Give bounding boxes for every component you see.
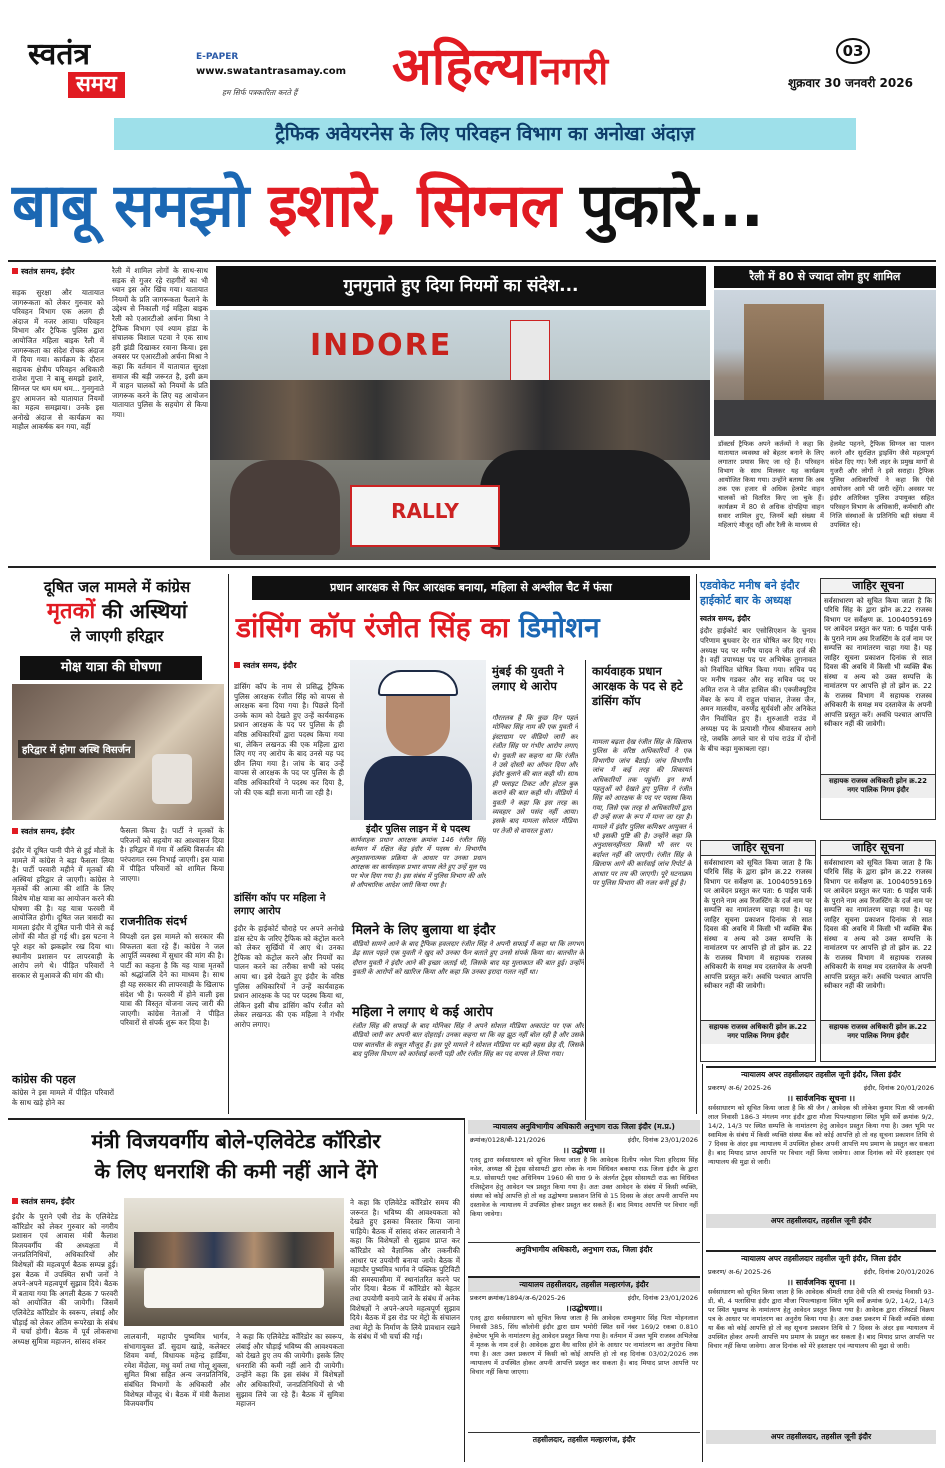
rally-banner-text: RALLY xyxy=(391,499,459,523)
legal1-ref: क्रमांक/0128/बी-121/2026 xyxy=(470,1136,546,1144)
notice-body: सर्वसाधारण को सूचित किया जाता है कि परिधि सिंह के द्वारा झोन क्र.22 राजस्व विभाग पर सर्वेक्षण क्र. 1004059169 पर आवेदन प्रस्तुत कर पता: 6 पाईस पार्क के पुराने नाम अव रिजस्टिंग के दर्ज नाम पर सम्पत्ति का नामांतरण चाहा गया है। यह जाहिर सूचना प्रकाशन दिनांक से सात दिवस की अवधि में किसी भी व्यक्ति बैंक संस्था व अन्य को उक्त सम्पत्ति के नामांतरण पर आपत्ति हो तो झोन क्र. 22 के राजस्व विभाग में सहायक राजस्व अधिकारी के समक्ष मय दस्तावेज के अपनी आपत्ति प्रस्तुत करें। अवधि पश्चात आपत्ति स्वीकार नहीं की जावेगी। xyxy=(824,858,932,990)
legal4-ref: प्रकरण/ अ-6/ 2025-26 xyxy=(708,1268,772,1276)
divider xyxy=(8,260,936,262)
congress-bar: मोक्ष यात्रा की घोषणा xyxy=(20,656,202,680)
motorbike-shape xyxy=(480,450,690,550)
legal4-date: इंदौर, दिनांक 20/01/2026 xyxy=(863,1268,934,1276)
advocate-text: इंदौर हाईकोर्ट बार एसोसिएशन के चुनाव परिणाम बुधवार देर रात घोषित कर दिए गए। अध्यक्ष पद पर मनीष यादव ने जीत दर्ज की है। वहीं उपाध्यक्ष पद पर अभिषेक तुगनावत को निर्वाचित घोषित किया गया। सचिव पद पर मनीष गडकर और सह सचिव पद पर अमित राज ने जीत हासिल की। एक्जीक्यूटिव मेंबर के रूप में राहुल पांचाल, तेजस जैन, अमन मालवीय, वरुणेंद्र सूर्यवंशी और अनिकेत जैन निर्वाचित हुए हैं। शुरुआती राउंड में अध्यक्ष पद के प्रत्याशी गौरव श्रीवास्तव आगे रहे, जबकि अगले चार से पांच राउंड में दोनों के बीच कड़ा मुकाबला रहा। xyxy=(700,626,816,753)
urn-shape xyxy=(152,754,192,804)
lead-dateline: स्वतंत्र समय, इंदौर xyxy=(12,266,75,277)
congress-headline-2: मृतकों xyxy=(46,599,96,624)
meeting-table-shape xyxy=(144,1268,324,1308)
notice-3 xyxy=(820,840,936,1062)
corridor-col3: ने कहा कि एलिवेटेड कॉरिडोर समय की जरूरत है। भविष्य की आवश्यकता को देखते हुए इसका विस्तार किया जाना चाहिये। बैठक में सांसद शंकर लालवानी ने कहा कि विशेषज्ञों से सुझाव प्राप्त कर कॉरिडोर को वैज्ञानिक और तकनीकी आधार पर उपयोगी बनाया जाये। बैठक में महापौर पुष्यमित्र भार्गव ने पब्लिक पुटिविटी की समस्यासीमा में स्थानांतरित करने पर जोर दिया। बैठक में कॉरिडोर को बेहतर तथा उपयोगी बनाये जाने के संबंध में अनेक विशेषज्ञों ने अपने-अपने महत्वपूर्ण सुझाव दिये। बैठक में इस रोड पर मेट्रो के संचालन तथा मेट्रो के निर्माण के लिये प्रावधान रखने के संबंध में भी चर्चा की गई। xyxy=(350,1198,460,1342)
cop-photo-caption: इंदौर पुलिस लाइन में थे पदस्थ xyxy=(366,824,470,835)
divider xyxy=(702,1064,703,1462)
corridor-col-mid1: लालवानी, महापौर पुष्यमित्र भार्गव, संभागायुक्त डॉ. सुदाम खाड़े, कलेक्टर शिवम वर्मा, विधायक महेन्द्र हार्डिया, रमेश मेंदोला, मधु वर्मा तथा गोलू शुक्ला, सुमित मिश्रा सहित अन्य जनप्रतिनिधि, संबंधित विभागों के अधिकारी और विशेषज्ञ मौजूद थे। बैठक में मंत्री कैलाश विजयवर्गीय xyxy=(124,1332,230,1409)
congress-headline-3: की अस्थियां xyxy=(95,599,188,623)
congress-photo xyxy=(12,684,224,820)
congress-sub1: कांग्रेस की पहल xyxy=(12,1073,76,1086)
cop-headline-2: डिमोशन xyxy=(518,611,600,644)
divider xyxy=(8,1118,464,1120)
congress-col1b: कांग्रेस ने इस मामले में पीड़ित परिवारों के साथ खड़े होने का xyxy=(12,1088,114,1107)
cop-dateline: स्वतंत्र समय, इंदौर xyxy=(234,660,297,671)
legal1-head: न्यायालय अनुविभागीय अधिकारी अनुभाग राऊ जिला इंदौर (म.प्र.) xyxy=(468,1120,700,1134)
lead-headline-3: पुकारे... xyxy=(560,171,763,241)
corridor-col-mid2: ने कहा कि एलिवेटेड कॉरिडोर का स्वरूप, लंबाई और चौड़ाई भविष्य की आवश्यकता को देखते हुए तय की जायेगी। इसके लिए धनराशि की कमी नहीं आने दी जायेगी। उन्होंने कहा कि इस संबंध में विशेषज्ञों और अधिकारियों, जनप्रतिनिधियों से भी सुझाव लिये जा रहे हैं। बैठक में सुमित्रा महाजन xyxy=(236,1332,344,1409)
invite-text: वीडियो सामने आने के बाद ट्रैफिक हवलदार रंजीत सिंह ने अपनी सफाई में कहा था कि लगभग डेढ़ साल पहले एक युवती ने खुद को उनका फैन बताते हुए उनसे संपर्क किया था। बातचीत के दौरान युवती ने इंदौर आने की इच्छा जताई थी, जिसके बाद यह मुलाकात की बात हुई। उन्होंने युवती के आरोपों को खारिज किया और कहा कि उनका इरादा गलत नहीं था। xyxy=(352,940,584,977)
lead-photo-caption: गुनगुनाते हुए दिया नियमों का संदेश... xyxy=(216,266,706,306)
advocate-headline-1: एडवोकेट मनीष बने इंदौर xyxy=(700,579,800,592)
legal2-sub: ।।उद्घोषणा।। xyxy=(565,1304,603,1313)
legal2-date: इंदौर, दिनांक 23/01/2026 xyxy=(627,1294,698,1302)
congress-col1: इंदौर में दूषित पानी पीने से हुई मौतों के मामले में कांग्रेस ने बड़ा फैसला लिया है। पार्टी परवारी महीने में मृतकों की अस्थियां हरिद्वार ले जाएगी। कांग्रेस ने मृतकों की आत्मा की शांति के लिए विशेष मोक्ष यात्रा का आयोजन करने की घोषणा की है। यह यात्रा फरवरी में आयोजित होगी। दूषित जल त्रासदी का मामला इंदौर में दूषित पानी पीने से कई लोगों की मौत हो गई थी। इस घटना ने पूरे शहर को झकझोर रख दिया था। स्थानीय प्रशासन पर लापरवाही के आरोप लगे थे। पीड़ित परिवारों ने सरकार से मुआवजे की मांग की थी। xyxy=(12,846,114,980)
notice-2 xyxy=(700,840,816,1062)
lead-headline xyxy=(12,154,934,258)
bikes-shape xyxy=(714,400,936,436)
congress-col2: फैसला किया है। पार्टी ने मृतकों के परिजनों को सहयोग का आश्वासन दिया है। हरिद्वार में गंगा में अस्थि विसर्जन की परंपरागत रस्म निभाई जाएगी। इस यात्रा में पीड़ित परिवारों को शामिल किया जाएगा। xyxy=(120,826,224,883)
attendees-shape xyxy=(134,1232,334,1268)
corridor-headline xyxy=(10,1126,462,1186)
notice-body: सर्वसाधारण को सूचित किया जाता है कि परिधि सिंह के द्वारा झोन क्र.22 राजस्व विभाग पर सर्वेक्षण क्र. 1004059169 पर आवेदन प्रस्तुत कर पता: 6 पाईस पार्क के पुराने नाम अव रिजस्टिंग के दर्ज नाम पर सम्पत्ति का नामांतरण चाहा गया है। यह जाहिर सूचना प्रकाशन दिनांक से सात दिवस की अवधि में किसी भी व्यक्ति बैंक संस्था व अन्य को उक्त सम्पत्ति के नामांतरण पर आपत्ति हो तो झोन क्र. 22 के राजस्व विभाग में सहायक राजस्व अधिकारी के समक्ष मय दस्तावेज के अपनी आपत्ति प्रस्तुत करें। अवधि पश्चात आपत्ति स्वीकार नहीं की जावेगी। xyxy=(704,858,812,990)
mumbai-head: मुंबई की युवती ने लगाए थे आरोप xyxy=(492,664,564,693)
notice-footer: सहायक राजस्व अधिकारी झोन क्र.22 नगर पालिक निगम इंदौर xyxy=(821,1020,935,1044)
cop-col1b: इंदौर के हाईकोर्ट चौराहे पर अपने अनोखे डांस स्टेप के जरिए ट्रैफिक को कंट्रोल करने को लेकर सुर्खियों में आए थे। उनका ट्रैफिक को कंट्रोल करने और नियमों का पालन करने का तरीका सभी को पसंद आया था। इसे देखते हुए इंदौर के वरिष्ठ पुलिस अधिकारियों ने उन्हें कार्यवाहक प्रधान आरक्षक के पद पर पदस्थ किया था, लेकिन इसी बीच डांसिंग कॉप रंजीत को लेकर लखनऊ की एक महिला ने गंभीर आरोप लगाए। xyxy=(234,924,344,1029)
lead-kicker: ट्रैफिक अवेयरनेस के लिए परिवहन विभाग का अनोखा अंदाज़ xyxy=(114,118,856,150)
congress-headline-1: दूषित जल मामले में कांग्रेस xyxy=(43,578,191,596)
side-col1: डॉक्टर्स ट्रैफिक अपने कर्तव्यों ने कहा कि यातायात व्यवस्था को बेहतर बनाने के लिए लगातार प्रयास किए जा रहे हैं। परिवहन विभाग के साथ मिलकर यह कार्यक्रम आयोजित किया गया। उन्होंने बताया कि अब तक एक हजार से अधिक हेलमेट वाहन चालकों को वितरित किए जा चुके हैं। कार्यक्रम में 80 से अधिक दोपहिया वाहन सवार शामिल हुए, जिनमें बड़ी संख्या में महिलाएं मौजूद रहीं और रैली के माध्यम से xyxy=(718,440,824,529)
legal4-sub: ।। सार्वजनिक सूचना ।। xyxy=(786,1278,855,1287)
corridor-headline-2: के लिए धनराशि की कमी नहीं आने देंगे xyxy=(94,1159,378,1183)
legal1-body: एतद् द्वारा सर्वसाधारण को सूचित किया जाता है कि आवेदक दिलीप नवेल पिता हरिदास सिंह नवेल, अध्यक्ष श्री ट्रेड्स सोसायटी द्वारा लोक के नाम विधिवत बकाया राऊ जिला इंदौर के द्वारा म.प्र. सोसायटी एक्ट अधिनियम 1960 की धारा 9 के अंतर्गत ट्रेड्स सोसायटी राऊ का विधिवत रजिस्ट्रेशन हेतु आवेदन पत्र प्रस्तुत किया गया है। अतः उक्त आवेदन के संबंध में किसी व्यक्ति, संस्था को कोई आपत्ति हो तो वह उद्घोषणा प्रकाशन तिथि से 15 दिवस के अंदर अपनी आपत्ति मय दस्तावेज के न्यायालय में उपस्थित होकर प्रस्तुत कर सकते हैं। बाद मियाद आपत्ति पर विचार नहीं किया जावेगा। xyxy=(470,1156,698,1218)
cop-sub1: डांसिंग कॉप पर महिला ने लगाए आरोप xyxy=(234,893,326,917)
legal3-ref: प्रकरण/ अ-6/ 2025-26 xyxy=(708,1084,772,1092)
wheelchair-shape xyxy=(230,460,340,555)
side-col2: हेलमेट पहनने, ट्रैफिक सिग्नल का पालन करने और सुरक्षित ड्राइविंग जैसे महत्वपूर्ण संदेश दिए गए। रैली शहर के प्रमुख मार्गों से गुजरी और लोगों ने इसे सराहा। ट्रैफिक पुलिस अधिकारियों ने कहा कि ऐसे आयोजन आगे भी जारी रहेंगे। अवसर पर इंदौर अतिरिक्त पुलिस उपायुक्त सहित परिवहन विभाग के अधिकारी, कर्मचारी और निजि संस्थाओं के प्रतिनिधि बड़ी संख्या में उपस्थित रहे। xyxy=(830,440,934,529)
cop-col1: डांसिंग कॉप के नाम से प्रसिद्ध ट्रैफिक पुलिस आरक्षक रंजीत सिंह को वापस से आरक्षक बना दिया गया है। पिछले दिनों उनके काम को देखते हुए उन्हें कार्यवाहक प्रधान आरक्षक के पद पर पुलिस के ही वरिष्ठ अधिकारियों द्वारा पदस्थ किया गया था, लेकिन लखनऊ की एक महिला द्वारा लिए गए नए आरोप के बाद उनसे यह पद छीन लिया गया है। जांच के बाद उन्हें वापस से आरक्षक के पद पर पुलिस के ही वरिष्ठ अधिकारियों ने पदस्थ कर दिया है, जो की एक बड़ी सजा मानी जा रही है। xyxy=(234,682,344,797)
lead-headline-1: बाबू समझो xyxy=(12,171,269,241)
notice-1 xyxy=(820,578,936,820)
palace-shape xyxy=(744,304,824,404)
divider xyxy=(228,574,229,1114)
notice-body: सर्वसाधारण को सूचित किया जाता है कि परिधि सिंह के द्वारा झोन क्र.22 राजस्व विभाग पर सर्वेक्षण क्र. 1004059169 पर आवेदन प्रस्तुत कर पता: 6 पाईस पार्क के पुराने नाम अव रिजस्टिंग के दर्ज नाम पर सम्पत्ति का नामांतरण चाहा गया है। यह जाहिर सूचना प्रकाशन दिनांक से सात दिवस की अवधि में किसी भी व्यक्ति बैंक संस्था व अन्य को उक्त सम्पत्ति के नामांतरण पर आपत्ति हो तो झोन क्र. 22 के राजस्व विभाग में सहायक राजस्व अधिकारी के समक्ष मय दस्तावेज के अपनी आपत्ति प्रस्तुत करें। अवधि पश्चात आपत्ति स्वीकार नहीं की जावेगी। xyxy=(824,596,932,728)
cop-headline-1: डांसिंग कॉप रंजीत सिंह का xyxy=(236,611,519,644)
invite-head: मिलने के लिए बुलाया था इंदौर xyxy=(352,923,496,938)
divider xyxy=(464,1118,465,1462)
brand-top: स्वतंत्र xyxy=(28,37,91,72)
crowd-shape xyxy=(210,380,710,460)
legal2-head: न्यायालय तहसीलदार, तहसील मल्हारगंज, इंदौर xyxy=(468,1278,700,1292)
divider xyxy=(696,574,697,1114)
cop-cap-shape xyxy=(378,670,458,696)
legal3-date: इंदौर, दिनांक 20/01/2026 xyxy=(863,1084,934,1092)
lead-col1: सड़क सुरक्षा और यातायात जागरूकता को लेकर गुरुवार को परिवहन विभाग एक अलग ही अंदाज में नजर आया। परिवहन विभाग और ट्रैफिक पुलिस द्वारा आयोजित महिला बाइक रैली में जागरूकता का संदेश रोचक अंदाज में दिया गया। कार्यक्रम के दौरान सहायक क्षेत्रीय परिवहन अधिकारी राजेश गुप्ता ने बाबू समझो इशारे, सिग्नल पर थम थम थम... गुनगुनाते हुए आमजन को यातायात नियमों का महत्व समझाया। उनके इस अनोखे अंदाज से कार्यक्रम का माहौल आकर्षक बन गया, वहीं xyxy=(12,288,104,432)
corridor-col1: इंदौर के पुराने एबी रोड के एलिवेटेड कॉरिडोर को लेकर गुरुवार को नगरीय प्रशासन एवं आवास मंत्री कैलाश विजयवर्गीय की अध्यक्षता में जनप्रतिनिधियों, अधिकारियों और विशेषज्ञों की महत्वपूर्ण बैठक सम्पन्न हुई। इस बैठक में उपस्थित सभी जनों ने अपने-अपने महत्वपूर्ण सुझाव दिये। बैठक में बताया गया कि अगली बैठक 7 फरवरी को आयोजित की जायेगी। जिसमें एलिवेटेड कॉरिडोर के स्वरूप, लंबाई और चौड़ाई को लेकर अंतिम रूपरेखा के संबंध में चर्चा होगी। बैठक में पूर्व लोकसभा अध्यक्ष सुमित्रा महाजन, सांसद शंकर xyxy=(12,1212,118,1346)
legal2-footer: तहसीलदार, तहसील मल्हारगंज, इंदौर xyxy=(468,1432,700,1447)
legal3-body: सर्वसाधारण को सूचित किया जाता है कि श्री जैन / आवेदक श्री लोकेश कुमार पिता श्री जानकी लाल निवासी 186-3 मंगलम नगर इंदौर द्वारा मौजा पिपल्याहाना स्थित भूमि सर्वे क्रमांक 9/2, 14/2, 14/3 पर स्थित सम्पत्ति के नामांतरण हेतु आवेदन प्रस्तुत किया गया है। उक्त भूमि पर स्वामित्व के संबंध में किसी व्यक्ति संस्था बैंक को कोई आपत्ति हो तो वह सूचना प्रकाशन तिथि से 7 दिवस के अंदर इस न्यायालय में उपस्थित होकर अपनी आपत्ति मय प्रमाण के प्रस्तुत कर सकता है। बाद मियाद प्राप्त आपत्ति पर विचार नहीं किया जावेगा। आज दिनांक को मेरे हस्ताक्षर एवं न्यायालय की मुद्रा से जारी। xyxy=(708,1104,934,1166)
page-number: 03 xyxy=(836,38,870,64)
edition-title-2: नगरी xyxy=(540,48,609,93)
advocate-headline xyxy=(700,578,816,608)
lead-headline-2: इशारे, सिग्नल xyxy=(268,171,561,241)
karya-head: कार्यवाहक प्रधान आरक्षक के पद से हटे डांसिंग कॉप xyxy=(592,664,683,708)
brand-bottom: समय xyxy=(68,72,125,98)
advocate-headline-2: हाईकोर्ट बार के अध्यक्ष xyxy=(700,594,792,607)
legal-notice-2 xyxy=(468,1276,700,1462)
legal-notice-4 xyxy=(706,1250,936,1462)
congress-photo-label: हरिद्वार में होगा अस्थि विसर्जन xyxy=(18,740,135,758)
divider xyxy=(8,566,936,568)
issue-date: शुक्रवार 30 जनवरी 2026 xyxy=(788,76,913,90)
legal3-footer: अपर तहसीलदार, तहसील जूनी इंदौर xyxy=(706,1214,936,1228)
corridor-headline-1: मंत्री विजयवर्गीय बोले-एलिवेटेड कॉरिडोर xyxy=(91,1129,381,1153)
legal1-footer: अनुविभागीय अधिकारी, अनुभाग राऊ, जिला इंदौर xyxy=(468,1242,700,1257)
lead-photo xyxy=(210,310,710,560)
indore-sign: INDORE xyxy=(310,328,453,363)
edition-title xyxy=(392,34,772,106)
legal4-body: सर्वसाधारण को सूचित किया जाता है कि आवेदक श्रीमती राधा देवी पति श्री रामचंद्र निवासी 93-डी, बी, 4 पलासिया इंदौर द्वारा मौजा पिपल्याहाना स्थित भूमि सर्वे क्रमांक 9/2, 14/2, 14/3 पर स्थित भूखण्ड के नामांतरण हेतु आवेदन प्रस्तुत किया गया है। आवेदक द्वारा रजिस्टर्ड विक्रय पत्र के आधार पर नामांतरण का अनुरोध किया गया है। अतः उक्त प्रकरण में किसी व्यक्ति संस्था या बैंक को कोई आपत्ति हो तो वह सूचना प्रकाशन तिथि से 7 दिवस के अंदर इस न्यायालय में उपस्थित होकर अपनी आपत्ति मय प्रमाण के प्रस्तुत कर सकता है। बाद मियाद प्राप्त आपत्ति पर विचार नहीं किया जावेगा। आज दिनांक को मेरे हस्ताक्षर एवं न्यायालय की मुद्रा से जारी। xyxy=(708,1288,934,1350)
legal1-sub: ।। उद्घोषणा ।। xyxy=(562,1146,606,1155)
legal-notice-3 xyxy=(706,1066,936,1246)
legal2-body: एतद् द्वारा सर्वसाधारण को सूचित किया जाता है कि आवेदक रामकुमार सिंह पिता मोहनलाल निवासी 385, सिंध कॉलोनी इंदौर द्वारा ग्राम भमोरी स्थित सर्वे नंबर 169/2 रकबा 0.810 हेक्टेयर भूमि के नामांतरण हेतु आवेदन प्रस्तुत किया गया है। वर्तमान में उक्त भूमि राजस्व अभिलेख में मृतक के नाम दर्ज है। आवेदक द्वारा वैध वारिस होने के आधार पर नामांतरण का अनुरोध किया गया है। अतः उक्त प्रकरण में किसी को कोई आपत्ति हो तो वह दिनांक 03/02/2026 तक न्यायालय में उपस्थित होकर अपनी आपत्ति प्रस्तुत कर सकता है। बाद मियाद प्राप्त आपत्ति पर विचार नहीं किया जाएगा। xyxy=(470,1314,698,1376)
legal1-date: इंदौर, दिनांक 23/01/2026 xyxy=(627,1136,698,1144)
legal2-ref: प्रकरण क्रमांक/1894/अ-6/2025-26 xyxy=(470,1294,566,1302)
rally-banner xyxy=(350,485,500,547)
legal-notice-1 xyxy=(468,1120,700,1274)
slogan: हम सिर्फ पत्रकारिता करते हैं xyxy=(222,88,298,97)
legal3-top: न्यायालय अपर तहसीलदार तहसील जूनी इंदौर, जिला इंदौर xyxy=(741,1070,901,1079)
corridor-dateline: स्वतंत्र समय, इंदौर xyxy=(12,1196,75,1207)
congress-dateline: स्वतंत्र समय, इंदौर xyxy=(12,826,75,837)
legal4-footer: अपर तहसीलदार, तहसील जूनी इंदौर xyxy=(706,1430,936,1444)
cop-kicker: प्रधान आरक्षक से फिर आरक्षक बनाया, महिला से अश्लील चैट में फंसा xyxy=(252,576,690,600)
masthead xyxy=(0,0,945,112)
site-url[interactable]: www.swatantrasamay.com xyxy=(196,66,347,77)
notice-footer: सहायक राजस्व अधिकारी झोन क्र.22 नगर पालिक निगम इंदौर xyxy=(821,774,935,798)
cop-photo xyxy=(350,660,486,820)
legal4-top: न्यायालय अपर तहसीलदार तहसील जूनी इंदौर, जिला इंदौर xyxy=(741,1254,901,1263)
side-photo-caption: रैली में 80 से ज्यादा लोग हुए शामिल xyxy=(714,266,936,288)
notice-title: जाहिर सूचना xyxy=(701,841,815,856)
mumbai-text: गौरतलब है कि कुछ दिन पहले मोनिका सिंह नाम की एक युवती ने इंस्टाग्राम पर वीडियो जारी कर रंजीत सिंह पर गंभीर आरोप लगाए थे। युवती का कहना था कि रंजीत ने उसे दोस्ती का ऑफर दिया और इंदौर बुलाने की बात कही थी। साथ ही फ्लाइट टिकट और होटल बुक कराने की बात कही थी। वीडियो में युवती ने कहा कि इस तरह का व्यवहार उसे पसंद नहीं आया। इसके बाद मामला सोशल मीडिया पर तेजी से वायरल हुआ। xyxy=(492,714,578,835)
edition-title-1: अहिल्या xyxy=(392,36,541,97)
divider xyxy=(585,660,586,1120)
congress-headline xyxy=(10,576,224,647)
women-head: महिला ने लगाए थे कई आरोप xyxy=(352,1005,493,1020)
lead-col2: रैली में शामिल लोगों के साथ-साथ सड़क से गुजर रहे राहगीरों का भी ध्यान इस ओर खिंच गया। यातायात नियमों के प्रति जागरूकता फैलाने के उद्देश्य से निकाली गई महिला बाइक रैली को एआरटीओ अर्चना मिश्रा ने ट्रैफिक विभाग एवं श्याम हांडा के संचालक विशाल पटवा ने एक साथ हरी झंडी दिखाकर रवाना किया। इस अवसर पर एआरटीओ अर्चना मिश्रा ने कहा कि वर्तमान में यातायात सुरक्षा समाज की बड़ी जरूरत है, इसी क्रम में वाहन चालकों को नियमों के प्रति जागरूक करने के लिए यह आयोजन यातायात पुलिस के सहयोग से किया गया। xyxy=(112,266,208,419)
legal3-sub: ।। सार्वजनिक सूचना ।। xyxy=(786,1094,855,1103)
congress-sub2: राजनीतिक संदर्भ xyxy=(120,915,187,928)
congress-col2b: विपक्षी दल इस मामले को सरकार की विफलता बता रहे हैं। कांग्रेस ने जल आपूर्ति व्यवस्था में सुधार की मांग की है। पार्टी का कहना है कि यह यात्रा मृतकों को श्रद्धांजलि देने का माध्यम है। साथ ही यह सरकार की लापरवाही के खिलाफ संदेश भी है। फरवरी में होने वाली इस यात्रा की विस्तृत योजना जल्द जारी की जाएगी। कांग्रेस नेताओं ने पीड़ित परिवारों से संपर्क शुरू कर दिया है। xyxy=(120,932,224,1028)
notice-footer: सहायक राजस्व अधिकारी झोन क्र.22 नगर पालिक निगम इंदौर xyxy=(701,1020,815,1044)
epaper-label: E-PAPER xyxy=(196,52,239,62)
notice-title: जाहिर सूचना xyxy=(821,579,935,594)
karya-text: मामला बढ़ता देख रंजीत सिंह के खिलाफ पुलिस के वरिष्ठ अधिकारियों ने एक विभागीय जांच बैठाई। जांच विभागीय जांच में कई तरह की शिकायतें अधिकारियों तक पहुंचीं। इन सभी पहलुओं को देखते हुए पुलिस ने रंजीत सिंह को आरक्षक के पद पर पदस्थ किया गया, जिसे एक तरह से अधिकारियों द्वारा दी उन्हें सजा के रूप में माना जा रहा है। मामले में इंदौर पुलिस कमिश्नर आयुक्त ने भी इसकी पुष्टि की है। उन्होंने कहा कि अनुशासनहीनता किसी भी स्तर पर बर्दाश्त नहीं की जाएगी। रंजीत सिंह के खिलाफ आगे की कार्रवाई जांच रिपोर्ट के आधार पर तय की जाएगी। पूरे घटनाक्रम पर पुलिस विभाग की नजर बनी हुई है। xyxy=(592,738,692,888)
notice-title: जाहिर सूचना xyxy=(821,841,935,856)
cop-headline xyxy=(236,604,696,652)
cop-uniform-shape xyxy=(364,756,472,820)
cop-face-shape xyxy=(386,696,450,756)
congress-headline-4: ले जाएगी हरिद्वार xyxy=(70,627,164,645)
side-photo xyxy=(714,290,936,436)
brand-logo xyxy=(28,38,146,108)
corridor-photo xyxy=(124,1198,344,1326)
women-text: रंजीत सिंह की सफाई के बाद मोनिका सिंह ने अपने सोशल मीडिया अकाउंट पर एक और वीडियो जारी कर अपनी बात दोहराई। उनका कहना था कि वह झूठ नहीं बोल रही है और उसके पास बातचीत के सबूत मौजूद हैं। इस पूरे मामले ने सोशल मीडिया पर बड़ी बहस छेड़ दी, जिसके बाद पुलिस विभाग को कार्रवाई करनी पड़ी और रंजीत सिंह का पद वापस ले लिया गया। xyxy=(352,1022,584,1059)
cop-caption-text: कार्यवाहक प्रधान आरक्षक क्रमांक 146 रंजीत सिंह वर्तमान में रक्षित केंद्र इंदौर में पदस्थ थे। विभागीय अनुशासनात्मक प्रक्रिया के आधार पर उनका प्रधान आरक्षक का कार्यवाहक प्रभार वापस लेते हुए उन्हें मूल पद पर भेज दिया गया है। इस संबंध में पुलिस विभाग की ओर से औपचारिक आदेश जारी किया गया है। xyxy=(350,836,486,889)
advocate-dateline: स्वतंत्र समय, इंदौर xyxy=(700,614,751,623)
